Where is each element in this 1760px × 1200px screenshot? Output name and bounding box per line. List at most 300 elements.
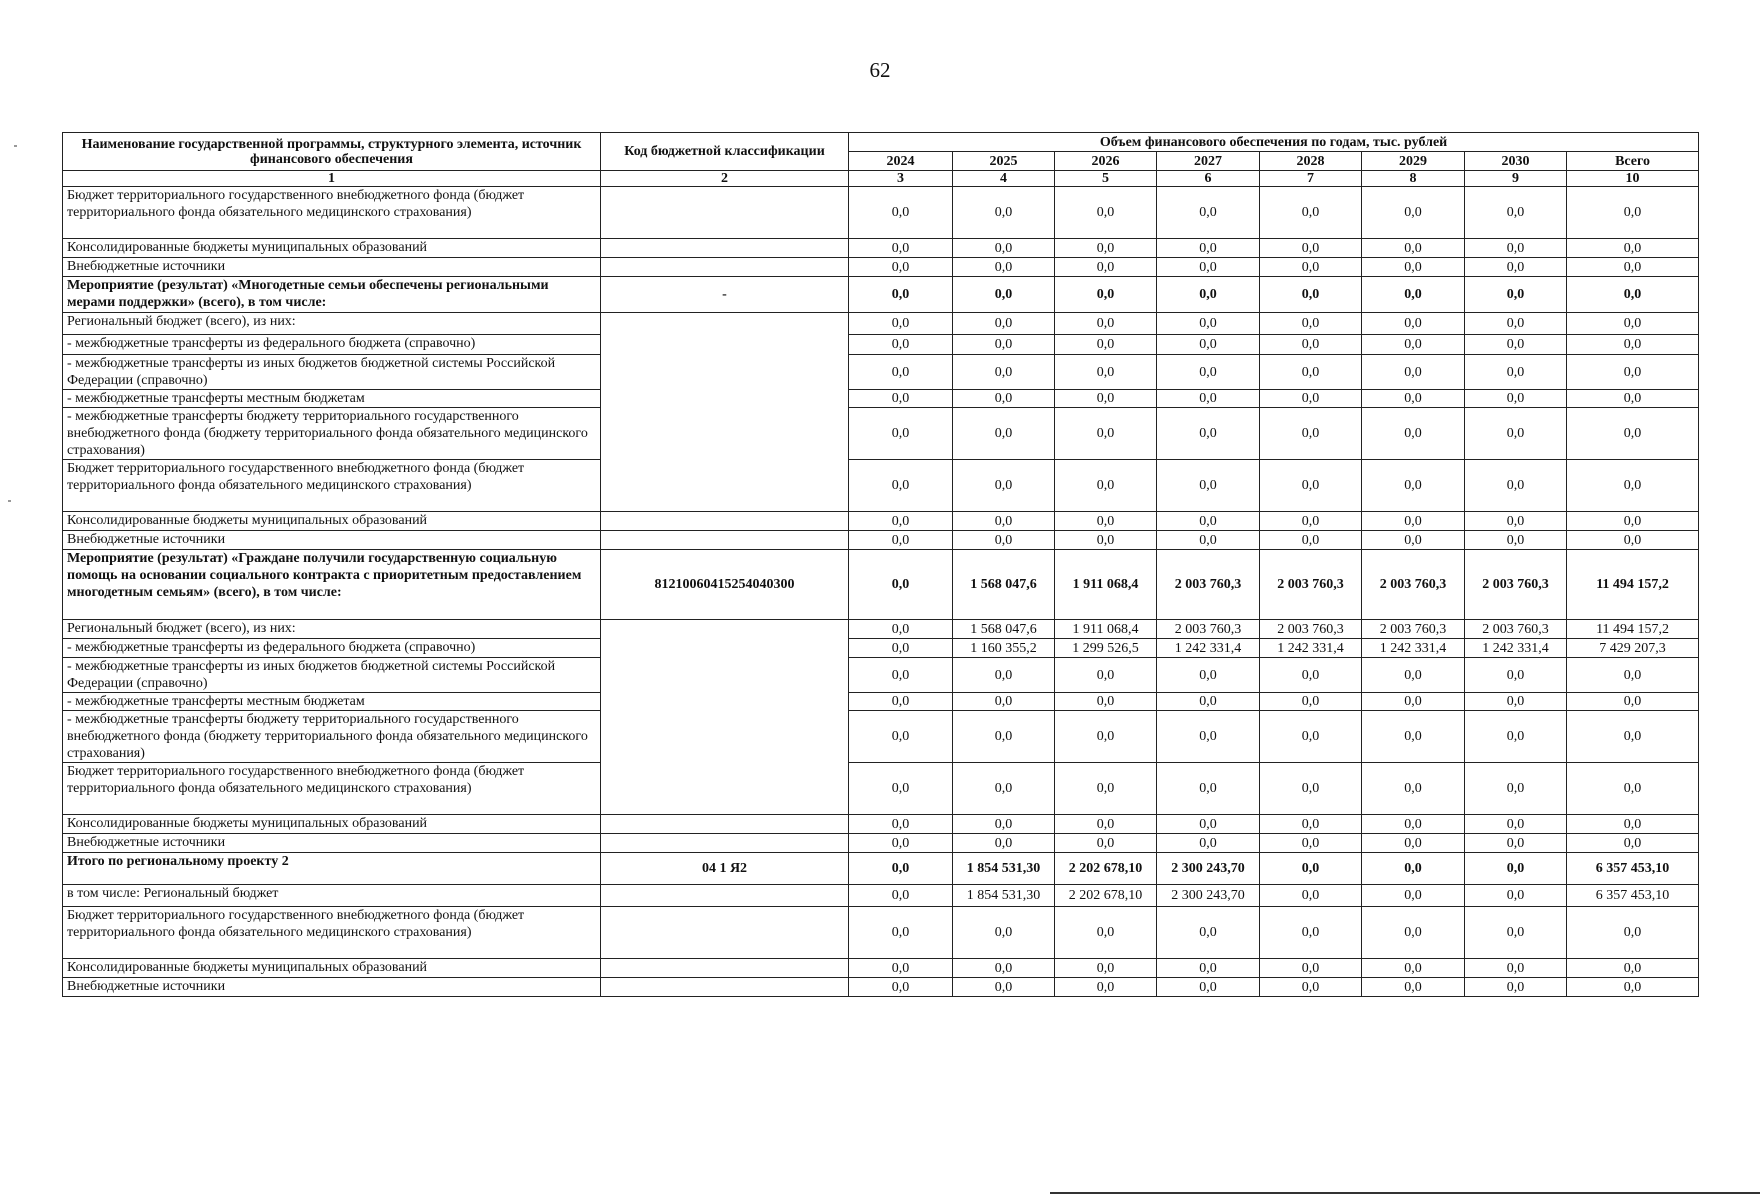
row-year-value: 0,0 bbox=[1362, 355, 1465, 390]
header-year: 2027 bbox=[1157, 152, 1260, 171]
row-year-value: 0,0 bbox=[1465, 834, 1567, 853]
row-year-value: 0,0 bbox=[1465, 907, 1567, 959]
row-total-value: 0,0 bbox=[1567, 763, 1699, 815]
row-budget-code: - bbox=[601, 277, 849, 313]
row-year-value: 0,0 bbox=[1260, 258, 1362, 277]
row-year-value: 0,0 bbox=[849, 313, 953, 335]
row-year-value: 0,0 bbox=[1260, 907, 1362, 959]
row-year-value: 0,0 bbox=[1465, 763, 1567, 815]
row-year-value: 0,0 bbox=[1055, 277, 1157, 313]
row-year-value: 0,0 bbox=[1157, 335, 1260, 355]
table-row bbox=[63, 277, 1699, 313]
row-year-value: 0,0 bbox=[1362, 815, 1465, 834]
table-row bbox=[63, 620, 1699, 639]
row-year-value: 0,0 bbox=[849, 959, 953, 978]
column-number: 9 bbox=[1465, 171, 1567, 187]
row-year-value: 0,0 bbox=[1055, 959, 1157, 978]
row-year-value: 0,0 bbox=[1157, 460, 1260, 512]
row-year-value: 0,0 bbox=[1362, 313, 1465, 335]
row-name: Бюджет территориального государственного внебюджетного фонда (бюджет территориального фонда обязательного медицинского страхования) bbox=[63, 763, 601, 815]
row-budget-code: 81210060415254040300 bbox=[601, 550, 849, 620]
row-year-value: 0,0 bbox=[849, 239, 953, 258]
row-year-value: 0,0 bbox=[1362, 239, 1465, 258]
row-total-value: 0,0 bbox=[1567, 390, 1699, 408]
table-row bbox=[63, 834, 1699, 853]
row-year-value: 1 568 047,6 bbox=[953, 550, 1055, 620]
row-year-value: 0,0 bbox=[849, 763, 953, 815]
header-year: 2026 bbox=[1055, 152, 1157, 171]
column-number: 7 bbox=[1260, 171, 1362, 187]
row-name: Консолидированные бюджеты муниципальных образований bbox=[63, 815, 601, 834]
row-year-value: 0,0 bbox=[1157, 313, 1260, 335]
row-year-value: 0,0 bbox=[1465, 959, 1567, 978]
row-year-value: 0,0 bbox=[953, 711, 1055, 763]
financing-table bbox=[62, 132, 1699, 997]
table-row bbox=[63, 658, 1699, 693]
row-total-value: 0,0 bbox=[1567, 959, 1699, 978]
column-numbers-row bbox=[63, 171, 1699, 187]
row-year-value: 0,0 bbox=[849, 187, 953, 239]
row-year-value: 0,0 bbox=[1465, 355, 1567, 390]
row-year-value: 2 003 760,3 bbox=[1260, 620, 1362, 639]
row-year-value: 0,0 bbox=[1157, 512, 1260, 531]
row-year-value: 0,0 bbox=[1362, 978, 1465, 997]
row-year-value: 0,0 bbox=[1260, 834, 1362, 853]
row-year-value: 0,0 bbox=[953, 834, 1055, 853]
row-total-value: 0,0 bbox=[1567, 277, 1699, 313]
table-row bbox=[63, 355, 1699, 390]
row-budget-code: 04 1 Я2 bbox=[601, 853, 849, 885]
row-year-value: 0,0 bbox=[849, 978, 953, 997]
row-year-value: 0,0 bbox=[1055, 693, 1157, 711]
row-year-value: 0,0 bbox=[1260, 408, 1362, 460]
row-name: Региональный бюджет (всего), из них: bbox=[63, 620, 601, 639]
row-name: - межбюджетные трансферты бюджету территориального государственного внебюджетного фонда (бюджету территориального фонда обязательного медицинского страхования) bbox=[63, 408, 601, 460]
row-year-value: 0,0 bbox=[953, 335, 1055, 355]
row-year-value: 0,0 bbox=[849, 711, 953, 763]
row-year-value: 0,0 bbox=[1362, 335, 1465, 355]
row-year-value: 1 160 355,2 bbox=[953, 639, 1055, 658]
table-header bbox=[63, 133, 1699, 187]
row-total-value: 0,0 bbox=[1567, 815, 1699, 834]
row-total-value: 0,0 bbox=[1567, 512, 1699, 531]
row-year-value: 0,0 bbox=[1157, 959, 1260, 978]
table-row bbox=[63, 907, 1699, 959]
row-name: Бюджет территориального государственного внебюджетного фонда (бюджет территориального фонда обязательного медицинского страхования) bbox=[63, 460, 601, 512]
row-year-value: 1 242 331,4 bbox=[1260, 639, 1362, 658]
row-year-value: 0,0 bbox=[953, 239, 1055, 258]
table-row bbox=[63, 512, 1699, 531]
row-name: - межбюджетные трансферты местным бюджетам bbox=[63, 693, 601, 711]
header-name-column: Наименование государственной программы, структурного элемента, источник финансового обеспечения bbox=[63, 133, 601, 171]
row-year-value: 0,0 bbox=[1157, 978, 1260, 997]
row-year-value: 0,0 bbox=[1465, 658, 1567, 693]
row-year-value: 0,0 bbox=[1362, 390, 1465, 408]
row-total-value: 0,0 bbox=[1567, 239, 1699, 258]
row-year-value: 0,0 bbox=[1362, 258, 1465, 277]
row-name: - межбюджетные трансферты из иных бюджетов бюджетной системы Российской Федерации (справочно) bbox=[63, 658, 601, 693]
row-year-value: 2 300 243,70 bbox=[1157, 853, 1260, 885]
table-body bbox=[63, 187, 1699, 997]
row-year-value: 2 003 760,3 bbox=[1465, 620, 1567, 639]
table-row bbox=[63, 763, 1699, 815]
row-year-value: 0,0 bbox=[1362, 853, 1465, 885]
row-year-value: 0,0 bbox=[849, 531, 953, 550]
row-total-value: 6 357 453,10 bbox=[1567, 885, 1699, 907]
row-year-value: 0,0 bbox=[953, 408, 1055, 460]
header-year: 2028 bbox=[1260, 152, 1362, 171]
header-year: 2030 bbox=[1465, 152, 1567, 171]
row-year-value: 0,0 bbox=[849, 460, 953, 512]
row-year-value: 0,0 bbox=[1362, 531, 1465, 550]
row-year-value: 0,0 bbox=[1055, 763, 1157, 815]
row-year-value: 2 003 760,3 bbox=[1465, 550, 1567, 620]
row-name: - межбюджетные трансферты бюджету территориального государственного внебюджетного фонда (бюджету территориального фонда обязательного медицинского страхования) bbox=[63, 711, 601, 763]
row-year-value: 0,0 bbox=[953, 355, 1055, 390]
header-year: 2029 bbox=[1362, 152, 1465, 171]
table-row bbox=[63, 885, 1699, 907]
table-row bbox=[63, 460, 1699, 512]
row-budget-code bbox=[601, 187, 849, 239]
row-year-value: 1 911 068,4 bbox=[1055, 620, 1157, 639]
row-year-value: 0,0 bbox=[1362, 959, 1465, 978]
row-budget-code bbox=[601, 815, 849, 834]
row-year-value: 0,0 bbox=[1157, 531, 1260, 550]
financing-table-container bbox=[62, 132, 1698, 997]
row-year-value: 0,0 bbox=[1260, 335, 1362, 355]
row-year-value: 0,0 bbox=[1055, 815, 1157, 834]
row-name: Консолидированные бюджеты муниципальных образований bbox=[63, 959, 601, 978]
row-year-value: 0,0 bbox=[1465, 187, 1567, 239]
table-row bbox=[63, 853, 1699, 885]
row-year-value: 0,0 bbox=[849, 335, 953, 355]
table-row bbox=[63, 815, 1699, 834]
row-budget-code bbox=[601, 959, 849, 978]
row-year-value: 0,0 bbox=[1465, 978, 1567, 997]
table-row bbox=[63, 959, 1699, 978]
row-budget-code bbox=[601, 907, 849, 959]
table-row bbox=[63, 335, 1699, 355]
row-name: Бюджет территориального государственного внебюджетного фонда (бюджет территориального фонда обязательного медицинского страхования) bbox=[63, 187, 601, 239]
row-year-value: 0,0 bbox=[1055, 658, 1157, 693]
row-year-value: 0,0 bbox=[1055, 390, 1157, 408]
row-year-value: 0,0 bbox=[1157, 815, 1260, 834]
table-row bbox=[63, 639, 1699, 658]
row-year-value: 0,0 bbox=[849, 693, 953, 711]
row-budget-code bbox=[601, 531, 849, 550]
row-year-value: 0,0 bbox=[1055, 460, 1157, 512]
row-total-value: 0,0 bbox=[1567, 355, 1699, 390]
row-year-value: 2 003 760,3 bbox=[1362, 620, 1465, 639]
row-year-value: 0,0 bbox=[1055, 834, 1157, 853]
row-total-value: 7 429 207,3 bbox=[1567, 639, 1699, 658]
row-year-value: 0,0 bbox=[1362, 658, 1465, 693]
row-year-value: 0,0 bbox=[1157, 763, 1260, 815]
row-total-value: 0,0 bbox=[1567, 460, 1699, 512]
column-number: 5 bbox=[1055, 171, 1157, 187]
row-budget-code bbox=[601, 512, 849, 531]
column-number: 6 bbox=[1157, 171, 1260, 187]
row-name: в том числе: Региональный бюджет bbox=[63, 885, 601, 907]
row-year-value: 0,0 bbox=[1260, 658, 1362, 693]
row-year-value: 0,0 bbox=[1465, 512, 1567, 531]
row-total-value: 0,0 bbox=[1567, 187, 1699, 239]
row-year-value: 0,0 bbox=[1260, 815, 1362, 834]
row-year-value: 0,0 bbox=[849, 620, 953, 639]
row-year-value: 0,0 bbox=[1157, 390, 1260, 408]
row-year-value: 0,0 bbox=[1157, 834, 1260, 853]
row-budget-code bbox=[601, 258, 849, 277]
row-year-value: 0,0 bbox=[1157, 658, 1260, 693]
row-year-value: 0,0 bbox=[953, 390, 1055, 408]
column-number: 10 bbox=[1567, 171, 1699, 187]
row-total-value: 0,0 bbox=[1567, 658, 1699, 693]
row-year-value: 0,0 bbox=[1260, 460, 1362, 512]
scan-mark bbox=[14, 145, 17, 147]
row-year-value: 0,0 bbox=[1055, 711, 1157, 763]
row-year-value: 0,0 bbox=[1055, 408, 1157, 460]
row-year-value: 0,0 bbox=[1055, 531, 1157, 550]
row-year-value: 0,0 bbox=[1055, 258, 1157, 277]
row-year-value: 0,0 bbox=[1362, 885, 1465, 907]
row-year-value: 0,0 bbox=[1362, 711, 1465, 763]
row-name: Итого по региональному проекту 2 bbox=[63, 853, 601, 885]
table-row bbox=[63, 711, 1699, 763]
row-year-value: 0,0 bbox=[953, 460, 1055, 512]
row-budget-code bbox=[601, 885, 849, 907]
row-year-value: 0,0 bbox=[1465, 335, 1567, 355]
row-name: Бюджет территориального государственного внебюджетного фонда (бюджет территориального фонда обязательного медицинского страхования) bbox=[63, 907, 601, 959]
row-year-value: 0,0 bbox=[1260, 853, 1362, 885]
row-year-value: 0,0 bbox=[1260, 512, 1362, 531]
row-year-value: 0,0 bbox=[953, 907, 1055, 959]
row-year-value: 0,0 bbox=[1260, 355, 1362, 390]
row-year-value: 0,0 bbox=[1362, 460, 1465, 512]
header-total: Всего bbox=[1567, 152, 1699, 171]
row-year-value: 0,0 bbox=[1055, 187, 1157, 239]
row-name: Консолидированные бюджеты муниципальных образований bbox=[63, 512, 601, 531]
row-year-value: 0,0 bbox=[1362, 277, 1465, 313]
row-year-value: 0,0 bbox=[1260, 313, 1362, 335]
row-year-value: 1 911 068,4 bbox=[1055, 550, 1157, 620]
row-year-value: 0,0 bbox=[1157, 355, 1260, 390]
row-name: - межбюджетные трансферты из федерального бюджета (справочно) bbox=[63, 335, 601, 355]
row-year-value: 0,0 bbox=[953, 531, 1055, 550]
row-year-value: 0,0 bbox=[1260, 239, 1362, 258]
row-year-value: 1 242 331,4 bbox=[1465, 639, 1567, 658]
row-year-value: 0,0 bbox=[1157, 187, 1260, 239]
table-row bbox=[63, 550, 1699, 620]
row-year-value: 0,0 bbox=[1055, 239, 1157, 258]
row-year-value: 0,0 bbox=[1260, 763, 1362, 815]
row-total-value: 0,0 bbox=[1567, 313, 1699, 335]
column-number: 1 bbox=[63, 171, 601, 187]
row-year-value: 0,0 bbox=[849, 853, 953, 885]
header-year: 2024 bbox=[849, 152, 953, 171]
row-year-value: 1 854 531,30 bbox=[953, 885, 1055, 907]
scan-mark bbox=[8, 500, 11, 502]
row-year-value: 0,0 bbox=[1055, 355, 1157, 390]
row-year-value: 0,0 bbox=[849, 907, 953, 959]
row-year-value: 0,0 bbox=[849, 550, 953, 620]
table-row bbox=[63, 239, 1699, 258]
row-year-value: 0,0 bbox=[849, 277, 953, 313]
row-total-value: 0,0 bbox=[1567, 711, 1699, 763]
row-year-value: 0,0 bbox=[1465, 531, 1567, 550]
row-year-value: 0,0 bbox=[1465, 239, 1567, 258]
row-year-value: 0,0 bbox=[1260, 978, 1362, 997]
row-year-value: 0,0 bbox=[953, 978, 1055, 997]
row-year-value: 0,0 bbox=[1260, 693, 1362, 711]
row-year-value: 0,0 bbox=[953, 187, 1055, 239]
table-row bbox=[63, 258, 1699, 277]
row-year-value: 0,0 bbox=[1465, 853, 1567, 885]
row-budget-code bbox=[601, 620, 849, 815]
row-year-value: 0,0 bbox=[1362, 763, 1465, 815]
row-year-value: 2 003 760,3 bbox=[1362, 550, 1465, 620]
row-year-value: 0,0 bbox=[1157, 277, 1260, 313]
row-name: - межбюджетные трансферты из иных бюджетов бюджетной системы Российской Федерации (справочно) bbox=[63, 355, 601, 390]
row-year-value: 2 003 760,3 bbox=[1260, 550, 1362, 620]
row-year-value: 0,0 bbox=[1465, 258, 1567, 277]
row-year-value: 0,0 bbox=[953, 277, 1055, 313]
row-name: Мероприятие (результат) «Граждане получили государственную социальную помощь на основании социального контракта с приоритетным предоставлением многодетным семьям» (всего), в том числе: bbox=[63, 550, 601, 620]
row-year-value: 2 003 760,3 bbox=[1157, 620, 1260, 639]
row-year-value: 0,0 bbox=[1465, 460, 1567, 512]
row-budget-code bbox=[601, 978, 849, 997]
row-year-value: 0,0 bbox=[1157, 258, 1260, 277]
row-year-value: 0,0 bbox=[1157, 907, 1260, 959]
table-row bbox=[63, 531, 1699, 550]
row-year-value: 0,0 bbox=[1157, 408, 1260, 460]
row-year-value: 0,0 bbox=[1157, 693, 1260, 711]
row-year-value: 1 242 331,4 bbox=[1157, 639, 1260, 658]
row-name: Консолидированные бюджеты муниципальных образований bbox=[63, 239, 601, 258]
row-year-value: 2 202 678,10 bbox=[1055, 853, 1157, 885]
row-year-value: 0,0 bbox=[849, 390, 953, 408]
row-year-value: 0,0 bbox=[1055, 978, 1157, 997]
row-budget-code bbox=[601, 313, 849, 512]
page-bottom-rule bbox=[1050, 1192, 1760, 1194]
row-name: - межбюджетные трансферты местным бюджетам bbox=[63, 390, 601, 408]
row-total-value: 0,0 bbox=[1567, 335, 1699, 355]
column-number: 3 bbox=[849, 171, 953, 187]
row-year-value: 0,0 bbox=[953, 512, 1055, 531]
row-year-value: 0,0 bbox=[1055, 335, 1157, 355]
row-year-value: 0,0 bbox=[953, 258, 1055, 277]
row-total-value: 11 494 157,2 bbox=[1567, 550, 1699, 620]
row-year-value: 0,0 bbox=[1362, 408, 1465, 460]
header-year: 2025 bbox=[953, 152, 1055, 171]
row-year-value: 0,0 bbox=[953, 693, 1055, 711]
row-year-value: 0,0 bbox=[1465, 313, 1567, 335]
row-year-value: 0,0 bbox=[953, 815, 1055, 834]
table-row bbox=[63, 390, 1699, 408]
row-name: Внебюджетные источники bbox=[63, 531, 601, 550]
row-year-value: 2 300 243,70 bbox=[1157, 885, 1260, 907]
column-number: 4 bbox=[953, 171, 1055, 187]
row-year-value: 0,0 bbox=[1260, 959, 1362, 978]
row-year-value: 0,0 bbox=[1465, 390, 1567, 408]
row-year-value: 0,0 bbox=[1055, 907, 1157, 959]
row-budget-code bbox=[601, 834, 849, 853]
row-name: Внебюджетные источники bbox=[63, 834, 601, 853]
row-year-value: 0,0 bbox=[1260, 187, 1362, 239]
row-year-value: 0,0 bbox=[1055, 512, 1157, 531]
row-year-value: 0,0 bbox=[1362, 907, 1465, 959]
row-total-value: 0,0 bbox=[1567, 258, 1699, 277]
row-name: Региональный бюджет (всего), из них: bbox=[63, 313, 601, 335]
column-number: 2 bbox=[601, 171, 849, 187]
row-year-value: 0,0 bbox=[1157, 711, 1260, 763]
row-year-value: 0,0 bbox=[1362, 187, 1465, 239]
row-total-value: 0,0 bbox=[1567, 531, 1699, 550]
row-year-value: 0,0 bbox=[849, 815, 953, 834]
header-volume-column: Объем финансового обеспечения по годам, тыс. рублей bbox=[849, 133, 1699, 152]
table-row bbox=[63, 978, 1699, 997]
row-name: Внебюджетные источники bbox=[63, 258, 601, 277]
row-total-value: 0,0 bbox=[1567, 408, 1699, 460]
row-year-value: 0,0 bbox=[1465, 885, 1567, 907]
row-year-value: 0,0 bbox=[1362, 834, 1465, 853]
header-code-column: Код бюджетной классификации bbox=[601, 133, 849, 171]
row-year-value: 0,0 bbox=[849, 355, 953, 390]
row-name: - межбюджетные трансферты из федерального бюджета (справочно) bbox=[63, 639, 601, 658]
row-year-value: 0,0 bbox=[1055, 313, 1157, 335]
row-year-value: 0,0 bbox=[953, 313, 1055, 335]
row-year-value: 0,0 bbox=[953, 763, 1055, 815]
row-name: Мероприятие (результат) «Многодетные семьи обеспечены региональными мерами поддержки» (всего), в том числе: bbox=[63, 277, 601, 313]
row-year-value: 0,0 bbox=[849, 512, 953, 531]
row-year-value: 0,0 bbox=[953, 658, 1055, 693]
row-year-value: 0,0 bbox=[849, 885, 953, 907]
row-total-value: 6 357 453,10 bbox=[1567, 853, 1699, 885]
row-total-value: 11 494 157,2 bbox=[1567, 620, 1699, 639]
row-year-value: 0,0 bbox=[1260, 711, 1362, 763]
row-year-value: 0,0 bbox=[1465, 815, 1567, 834]
row-year-value: 0,0 bbox=[1260, 885, 1362, 907]
row-year-value: 0,0 bbox=[1260, 390, 1362, 408]
row-year-value: 0,0 bbox=[1465, 693, 1567, 711]
table-row bbox=[63, 408, 1699, 460]
row-year-value: 1 854 531,30 bbox=[953, 853, 1055, 885]
row-year-value: 0,0 bbox=[849, 658, 953, 693]
table-row bbox=[63, 187, 1699, 239]
row-year-value: 0,0 bbox=[1260, 277, 1362, 313]
page-number: 62 bbox=[869, 58, 891, 82]
row-year-value: 0,0 bbox=[1465, 277, 1567, 313]
row-year-value: 0,0 bbox=[1465, 408, 1567, 460]
table-row bbox=[63, 313, 1699, 335]
row-year-value: 0,0 bbox=[849, 639, 953, 658]
row-total-value: 0,0 bbox=[1567, 693, 1699, 711]
row-name: Внебюджетные источники bbox=[63, 978, 601, 997]
row-year-value: 0,0 bbox=[953, 959, 1055, 978]
row-year-value: 1 568 047,6 bbox=[953, 620, 1055, 639]
row-budget-code bbox=[601, 239, 849, 258]
row-total-value: 0,0 bbox=[1567, 834, 1699, 853]
row-year-value: 1 299 526,5 bbox=[1055, 639, 1157, 658]
row-year-value: 0,0 bbox=[1465, 711, 1567, 763]
row-year-value: 0,0 bbox=[1362, 693, 1465, 711]
row-year-value: 0,0 bbox=[1362, 512, 1465, 531]
row-total-value: 0,0 bbox=[1567, 907, 1699, 959]
table-row bbox=[63, 693, 1699, 711]
row-year-value: 0,0 bbox=[849, 258, 953, 277]
row-year-value: 0,0 bbox=[849, 834, 953, 853]
row-total-value: 0,0 bbox=[1567, 978, 1699, 997]
row-year-value: 1 242 331,4 bbox=[1362, 639, 1465, 658]
